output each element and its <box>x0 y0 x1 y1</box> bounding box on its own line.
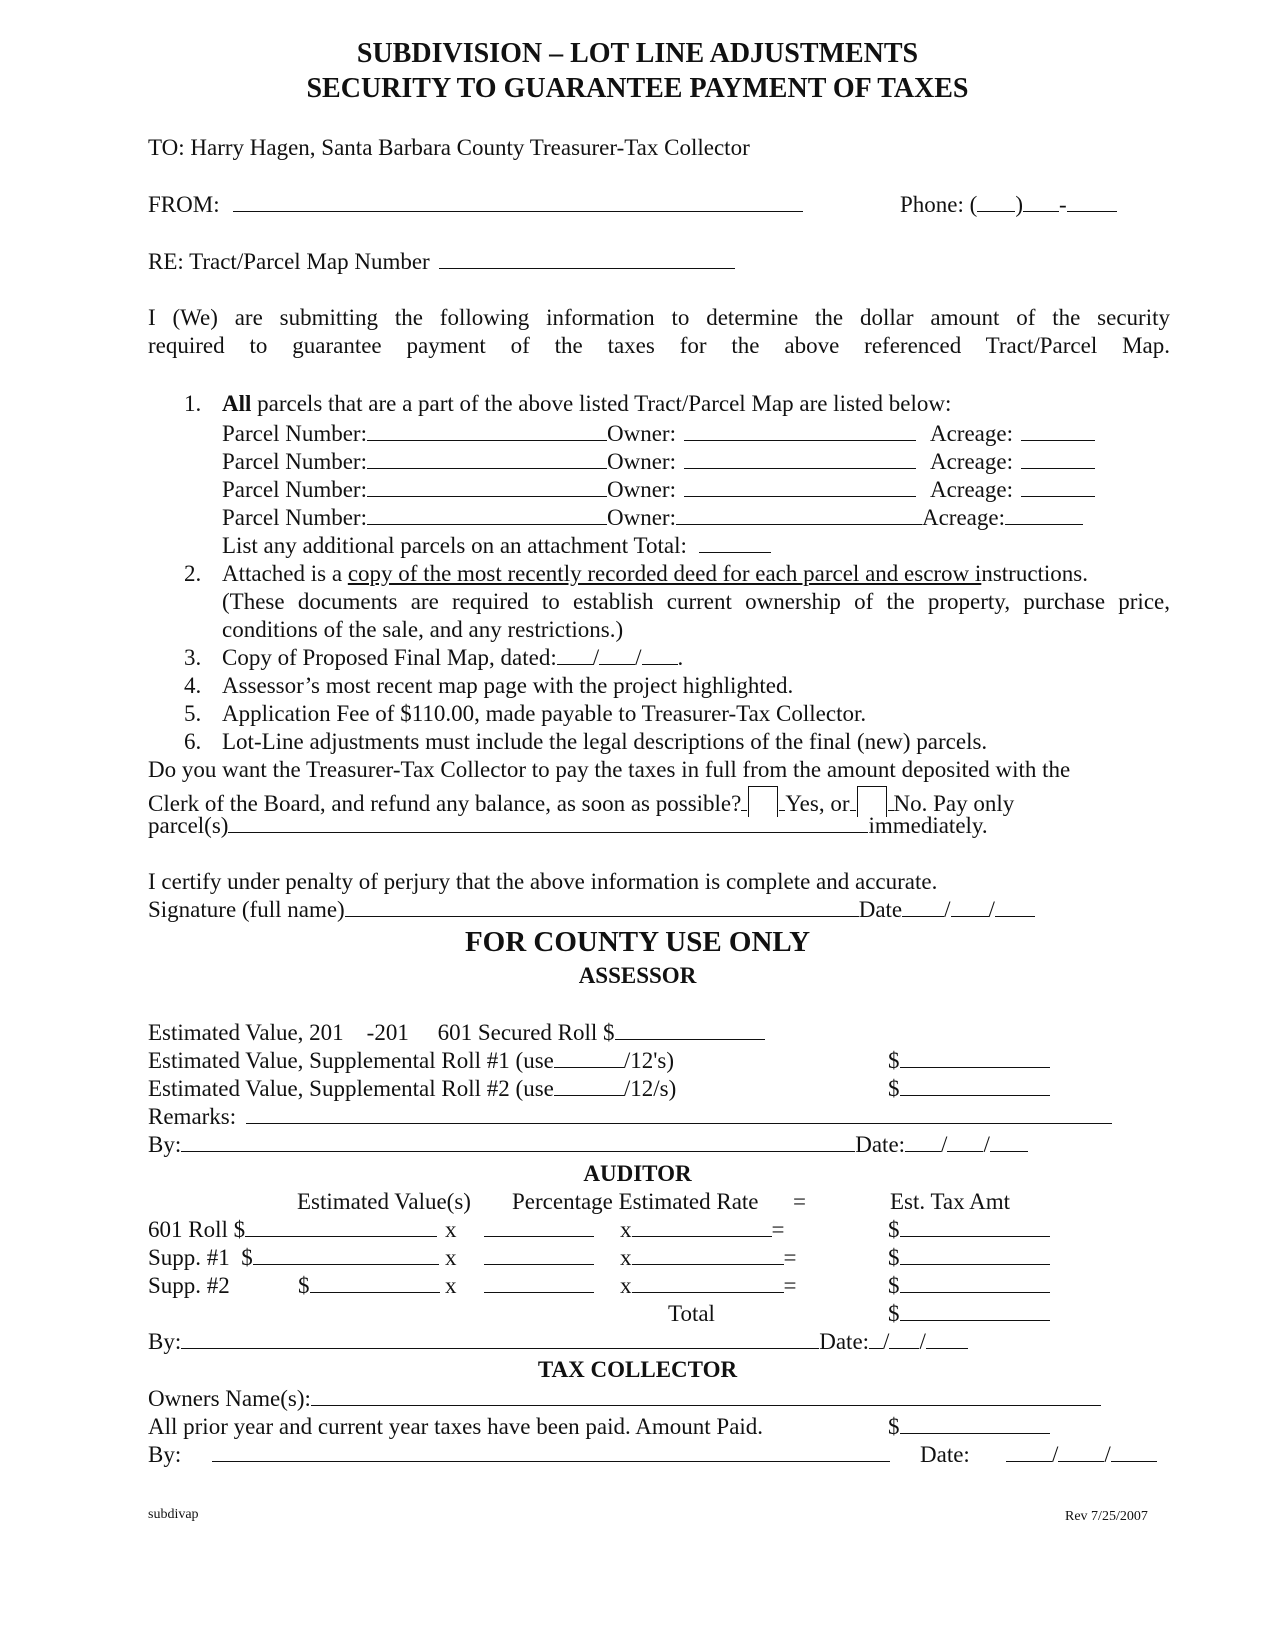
item-number: 2. <box>184 561 202 586</box>
acreage-field[interactable] <box>1021 450 1095 469</box>
auditor-row-label: Supp. #1 $ <box>148 1245 253 1270</box>
parcel-row <box>222 478 1095 501</box>
auditor-row-dollar: $ <box>298 1273 310 1298</box>
supp-roll-2-row <box>148 1077 676 1100</box>
dollar-sign: $ <box>888 1245 900 1270</box>
re-row <box>148 250 735 273</box>
signature-date-month-field[interactable] <box>902 898 944 917</box>
supp-roll-1-suffix: /12's) <box>623 1048 675 1073</box>
phone-row <box>900 193 1117 216</box>
auditor-heading: AUDITOR <box>583 1161 692 1186</box>
item6-text: Lot-Line adjustments must include the legal descriptions of the final (new) parcels. <box>222 729 988 754</box>
auditor-date-day-field[interactable] <box>889 1330 919 1349</box>
item-4 <box>184 674 793 697</box>
parcels-label: parcel(s) <box>148 813 229 838</box>
phone-label: Phone: ( <box>900 192 978 217</box>
auditor-rate <box>620 1246 796 1269</box>
tc-by-field[interactable] <box>212 1443 890 1462</box>
amount-paid <box>888 1415 1050 1438</box>
auditor-tax-amt <box>888 1246 1050 1269</box>
multiply-sign: x <box>620 1273 632 1298</box>
parcel-row <box>222 450 1095 473</box>
auditor-rate <box>620 1274 796 1297</box>
dollar-sign: $ <box>888 1301 900 1326</box>
multiply-sign: x <box>445 1245 457 1270</box>
from-label: FROM: <box>148 192 220 217</box>
parcel-number-label: Parcel Number: <box>222 421 367 446</box>
assessor-by-field[interactable] <box>181 1133 855 1152</box>
phone-line-field[interactable] <box>1067 193 1117 212</box>
map-date-month-field[interactable] <box>557 646 593 665</box>
percentage-field[interactable] <box>484 1246 594 1265</box>
supp-roll-2-suffix: /12/s) <box>623 1076 677 1101</box>
parcel-number-field[interactable] <box>367 422 607 441</box>
parcel-number-label: Parcel Number: <box>222 449 367 474</box>
payment-question-line1: Do you want the Treasurer-Tax Collector to pay the taxes in full from the amount deposited with the <box>148 757 1071 782</box>
signature-date-year-field[interactable] <box>995 898 1035 917</box>
payment-question-line3 <box>148 814 988 837</box>
supp-roll-1-row <box>148 1049 674 1072</box>
assessor-by-label: By: <box>148 1132 182 1157</box>
item-2 <box>184 562 1088 585</box>
item-number: 4. <box>184 673 202 698</box>
payment-question-text: Clerk of the Board, and refund any balance, as soon as possible? <box>148 791 742 816</box>
auditor-col-equals: = <box>793 1189 806 1214</box>
dollar-sign: $ <box>888 1414 900 1439</box>
item-number: 1. <box>184 391 202 416</box>
owner-label: Owner: <box>606 449 676 474</box>
item2-line3: conditions of the sale, and any restrictions.) <box>222 617 624 642</box>
auditor-percentage <box>484 1274 594 1297</box>
owners-label: Owners Name(s): <box>148 1386 311 1411</box>
from-row <box>148 193 803 216</box>
certification-statement: I certify under penalty of perjury that the above information is complete and accurate. <box>148 869 938 894</box>
auditor-date-year-field[interactable] <box>926 1330 968 1349</box>
auditor-row-label: 601 Roll $ <box>148 1217 246 1242</box>
paid-statement: All prior year and current year taxes have been paid. Amount Paid. <box>148 1414 764 1439</box>
assessor-date-month-field[interactable] <box>905 1133 941 1152</box>
signature-field[interactable] <box>345 898 859 917</box>
percentage-field[interactable] <box>484 1274 594 1293</box>
item1-bold: All <box>222 391 252 416</box>
additional-parcels-total-field[interactable] <box>699 534 771 553</box>
tc-by-label: By: <box>148 1442 182 1467</box>
signature-date-label: Date <box>858 897 903 922</box>
item4-text: Assessor’s most recent map page with the project highlighted. <box>222 673 794 698</box>
multiply-sign: x <box>620 1245 632 1270</box>
acreage-label: Acreage: <box>929 421 1013 446</box>
auditor-rate <box>620 1218 784 1241</box>
auditor-by-label: By: <box>148 1329 182 1354</box>
equals-sign: = <box>783 1245 797 1270</box>
auditor-row-label: Supp. #2 <box>148 1273 230 1298</box>
assessor-date-year-field[interactable] <box>990 1133 1028 1152</box>
secured-roll-row <box>148 1021 765 1044</box>
supp-roll-2-label: Estimated Value, Supplemental Roll #2 (use <box>148 1076 554 1101</box>
map-date-year-field[interactable] <box>642 646 678 665</box>
remarks-row <box>148 1105 1112 1128</box>
assessor-heading: ASSESSOR <box>578 963 697 988</box>
auditor-row-left <box>148 1274 230 1297</box>
supp-roll-1-months-field[interactable] <box>554 1049 624 1068</box>
item-5 <box>184 702 866 725</box>
phone-prefix-field[interactable] <box>1023 193 1059 212</box>
auditor-percentage <box>484 1246 594 1269</box>
supp-roll-1-label: Estimated Value, Supplemental Roll #1 (use <box>148 1048 554 1073</box>
rate-field[interactable] <box>632 1218 772 1237</box>
auditor-row-left <box>148 1246 439 1269</box>
owners-name-field[interactable] <box>311 1387 1101 1406</box>
phone-paren: ) <box>1015 192 1023 217</box>
auditor-date-label: Date: <box>819 1329 870 1354</box>
parcel-number-field[interactable] <box>367 450 607 469</box>
item-number: 3. <box>184 645 202 670</box>
remarks-label: Remarks: <box>148 1104 237 1129</box>
auditor-x1 <box>445 1218 457 1241</box>
item-6 <box>184 730 987 753</box>
auditor-value-field[interactable] <box>310 1274 440 1293</box>
county-use-heading: FOR COUNTY USE ONLY <box>464 926 811 958</box>
owner-label: Owner: <box>606 421 676 446</box>
supp-roll-1-amount-field[interactable] <box>900 1049 1050 1068</box>
acreage-field[interactable] <box>1021 478 1095 497</box>
form-code: subdivap <box>148 1507 199 1522</box>
owner-field[interactable] <box>684 478 916 497</box>
map-date-day-field[interactable] <box>599 646 635 665</box>
dollar-sign: $ <box>888 1048 900 1073</box>
intro-line2: required to guarantee payment of the taxes for the above referenced Tract/Parcel Map. <box>148 333 1170 358</box>
supp-roll-2-amount-field[interactable] <box>900 1077 1050 1096</box>
pay-parcels-field[interactable] <box>228 814 868 833</box>
additional-parcels-label: List any additional parcels on an attachment Total: <box>222 533 687 558</box>
additional-parcels-row <box>222 534 771 557</box>
tc-date-fields: / / <box>1006 1443 1157 1466</box>
supp-roll-2-amount <box>888 1077 1050 1100</box>
equals-sign: = <box>771 1217 785 1242</box>
auditor-total-label: Total <box>668 1301 715 1326</box>
dollar-sign: $ <box>888 1217 900 1242</box>
form-title-line1: SUBDIVISION – LOT LINE ADJUSTMENTS <box>356 38 919 69</box>
item2-pre: Attached is a <box>222 561 348 586</box>
auditor-date-month-field[interactable] <box>869 1330 883 1349</box>
acreage-label: Acreage: <box>929 449 1013 474</box>
tc-date-year-field[interactable] <box>1111 1443 1157 1462</box>
secured-roll-label: Estimated Value, 201 -201 601 Secured Roll $ <box>148 1020 615 1045</box>
tc-date-month-field[interactable] <box>1006 1443 1052 1462</box>
auditor-x1 <box>445 1274 457 1297</box>
yes-checkbox[interactable] <box>748 786 778 817</box>
auditor-tax-amt <box>888 1274 1050 1297</box>
item3-text: Copy of Proposed Final Map, dated: <box>222 645 557 670</box>
auditor-by-field[interactable] <box>181 1330 819 1349</box>
assessor-date-day-field[interactable] <box>947 1133 983 1152</box>
remarks-field[interactable] <box>246 1105 1112 1124</box>
item-1 <box>184 392 951 415</box>
auditor-value-field[interactable] <box>245 1218 437 1237</box>
auditor-by-row: By: Date: / / <box>148 1330 968 1353</box>
auditor-col-estimated-values: Estimated Value(s) <box>297 1189 471 1214</box>
dollar-sign: $ <box>888 1076 900 1101</box>
auditor-tax-amt <box>888 1218 1050 1241</box>
tract-map-number-field[interactable] <box>439 250 735 269</box>
form-title-line2: SECURITY TO GUARANTEE PAYMENT OF TAXES <box>306 73 969 104</box>
auditor-row-value <box>298 1274 440 1297</box>
parcel-number-field[interactable] <box>367 478 607 497</box>
parcel-row <box>222 422 1095 445</box>
est-tax-amt-field[interactable] <box>900 1218 1050 1237</box>
auditor-total-field[interactable] <box>900 1302 1050 1321</box>
auditor-row-left <box>148 1218 437 1241</box>
est-tax-amt-field[interactable] <box>900 1274 1050 1293</box>
rate-field[interactable] <box>632 1246 784 1265</box>
item2-line2: (These documents are required to establish current ownership of the property, purchase price, <box>222 589 1170 614</box>
to-line: TO: Harry Hagen, Santa Barbara County Treasurer-Tax Collector <box>148 135 750 160</box>
tax-collector-heading: TAX COLLECTOR <box>537 1357 738 1382</box>
percentage-field[interactable] <box>484 1218 594 1237</box>
item-number: 5. <box>184 701 202 726</box>
secured-roll-field[interactable] <box>615 1021 765 1040</box>
auditor-col-percentage-rate: Percentage Estimated Rate <box>512 1189 759 1214</box>
parcel-number-field[interactable] <box>367 506 607 525</box>
auditor-total-amount <box>888 1302 1050 1325</box>
equals-sign: = <box>783 1273 797 1298</box>
acreage-label: Acreage: <box>921 505 1005 530</box>
owner-field[interactable] <box>676 506 922 525</box>
est-tax-amt-field[interactable] <box>900 1246 1050 1265</box>
amount-paid-field[interactable] <box>900 1415 1050 1434</box>
re-label: RE: Tract/Parcel Map Number <box>148 249 430 274</box>
tc-date-label: Date: <box>920 1442 970 1467</box>
rate-field[interactable] <box>632 1274 784 1293</box>
multiply-sign: x <box>445 1217 457 1242</box>
no-label: No. Pay only <box>893 791 1015 816</box>
multiply-sign: x <box>445 1273 457 1298</box>
parcel-number-label: Parcel Number: <box>222 505 367 530</box>
signature-date-day-field[interactable] <box>951 898 989 917</box>
item2-underlined: copy of the most recently recorded deed for each parcel and escrow i <box>347 561 982 586</box>
owner-field[interactable] <box>684 422 916 441</box>
tc-date-day-field[interactable] <box>1058 1443 1104 1462</box>
item2-post: nstructions. <box>981 561 1089 586</box>
owner-label: Owner: <box>606 477 676 502</box>
item1-text: parcels that are a part of the above listed Tract/Parcel Map are listed below: <box>251 391 952 416</box>
acreage-label: Acreage: <box>929 477 1013 502</box>
intro-line1: I (We) are submitting the following information to determine the dollar amount of the security <box>148 305 1170 330</box>
acreage-field[interactable] <box>1021 422 1095 441</box>
auditor-x1 <box>445 1246 457 1269</box>
acreage-field[interactable] <box>1005 506 1083 525</box>
owner-label: Owner: <box>606 505 676 530</box>
auditor-col-est-tax-amt: Est. Tax Amt <box>890 1189 1010 1214</box>
supp-roll-2-months-field[interactable] <box>554 1077 624 1096</box>
owners-row <box>148 1387 1101 1410</box>
phone-dash: - <box>1058 192 1067 217</box>
auditor-percentage <box>484 1218 594 1241</box>
phone-area-code-field[interactable] <box>977 193 1015 212</box>
signature-label: Signature (full name) <box>148 897 345 922</box>
multiply-sign: x <box>620 1217 632 1242</box>
yes-label: Yes, or <box>785 791 850 816</box>
from-field[interactable] <box>233 193 803 212</box>
parcel-number-label: Parcel Number: <box>222 477 367 502</box>
immediately-label: immediately. <box>868 813 988 838</box>
item-3: 3. Copy of Proposed Final Map, dated: / / . <box>184 645 684 670</box>
owner-field[interactable] <box>684 450 916 469</box>
assessor-by-row: By: Date: / / <box>148 1133 1028 1156</box>
auditor-value-field[interactable] <box>253 1246 439 1265</box>
supp-roll-1-amount <box>888 1049 1050 1072</box>
revision-date: Rev 7/25/2007 <box>1065 1509 1148 1524</box>
assessor-date-label: Date: <box>855 1132 906 1157</box>
parcel-row <box>222 506 1083 529</box>
signature-row: Signature (full name) Date / / <box>148 898 1035 921</box>
item-number: 6. <box>184 729 202 754</box>
item5-text: Application Fee of $110.00, made payable to Treasurer-Tax Collector. <box>222 701 867 726</box>
dollar-sign: $ <box>888 1273 900 1298</box>
